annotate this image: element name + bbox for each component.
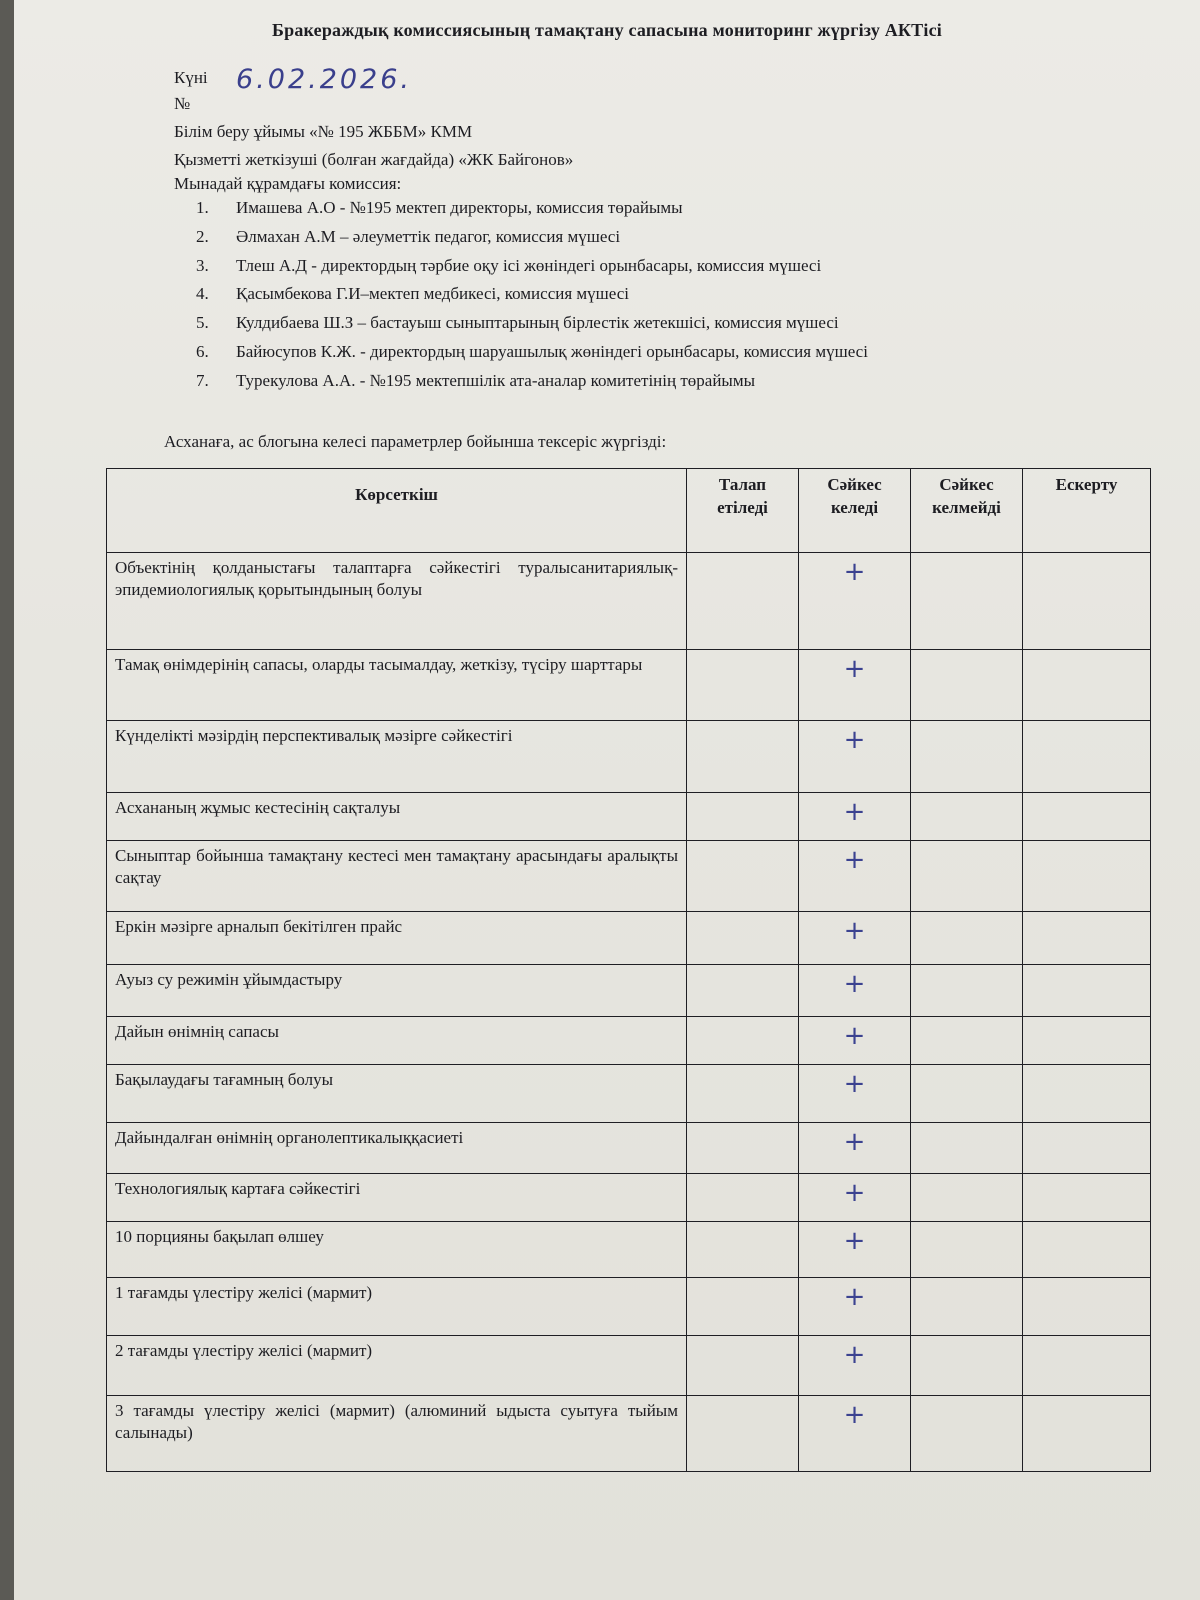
intro-text: Асханаға, ас блогына келесі параметрлер бойынша тексеріс жүргізді: [164, 432, 667, 451]
composition-label: Мынадай құрамдағы комиссия: [174, 174, 402, 193]
header-indicator: Көрсеткіш [107, 469, 687, 553]
check-mark: + [799, 793, 911, 841]
date-label: Күні [174, 68, 208, 87]
check-mark: + [799, 553, 911, 650]
table-header-row [107, 469, 1151, 553]
date-value: 6.02.2026. [236, 64, 412, 95]
table-row: 1 тағамды үлестіру желісі (мармит) + [107, 1278, 1151, 1336]
table-row: Еркін мәзірге арналып бекітілген прайс + [107, 912, 1151, 965]
header-note: Ескерту [1023, 469, 1151, 553]
document-title: Бракераждық комиссиясының тамақтану сапасына мониторинг жүргізу АКТісі [272, 20, 942, 40]
table-row: Объектінің қолданыстағы талаптарға сәйкестігі туралысанитариялық-эпидемиологиялық қорытындының болуы + [107, 553, 1151, 650]
table-row: Асхананың жұмыс кестесінің сақталуы + [107, 793, 1151, 841]
list-item: 3. Тлеш А.Д - директордың тәрбие оқу ісі жөніндегі орынбасары, комиссия мүшесі [196, 255, 822, 275]
table-row: Дайындалған өнімнің органолептикалыққасиеті + [107, 1123, 1151, 1174]
check-mark: + [799, 721, 911, 793]
header-required: Талап етіледі [687, 469, 799, 553]
table-row: Ауыз су режимін ұйымдастыру + [107, 965, 1151, 1017]
inspection-table [106, 468, 1151, 1472]
check-mark: + [799, 1065, 911, 1123]
table-row: 2 тағамды үлестіру желісі (мармит) + [107, 1336, 1151, 1396]
commission-member-list [196, 194, 868, 396]
check-mark: + [799, 1278, 911, 1336]
check-mark: + [799, 1174, 911, 1222]
table-row: Технологиялық картаға сәйкестігі + [107, 1174, 1151, 1222]
check-mark: + [799, 1222, 911, 1278]
check-mark: + [799, 965, 911, 1017]
header-noncompliant: Сәйкес келмейді [911, 469, 1023, 553]
supplier-line: Қызметті жеткізуші (болған жағдайда) «ЖК Байгонов» [174, 150, 574, 169]
check-mark: + [799, 912, 911, 965]
list-item: 4. Қасымбекова Г.И–мектеп медбикесі, комиссия мүшесі [196, 284, 629, 304]
list-item: 2. Әлмахан А.М – әлеуметтік педагог, комиссия мүшесі [196, 226, 621, 246]
organization-line: Білім беру ұйымы «№ 195 ЖББМ» КММ [174, 122, 473, 141]
list-item: 7. Турекулова А.А. - №195 мектепшілік ата-аналар комитетінің төрайымы [196, 370, 756, 390]
number-label: № [174, 94, 191, 113]
list-item: 6. Байюсупов К.Ж. - директордың шаруашылық жөніндегі орынбасары, комиссия мүшесі [196, 341, 868, 361]
check-mark: + [799, 1396, 911, 1472]
check-mark: + [799, 841, 911, 912]
check-mark: + [799, 1336, 911, 1396]
list-item: 5. Кулдибаева Ш.З – бастауыш сыныптарының бірлестік жетекшісі, комиссия мүшесі [196, 313, 839, 333]
table-row: Бақылаудағы тағамның болуы + [107, 1065, 1151, 1123]
table-row: 3 тағамды үлестіру желісі (мармит) (алюминий ыдыста суытуға тыйым салынады) + [107, 1396, 1151, 1472]
document-sheet [14, 0, 1200, 1600]
table-row: Күнделікті мәзірдің перспективалық мәзірге сәйкестігі + [107, 721, 1151, 793]
header-compliant: Сәйкес келеді [799, 469, 911, 553]
check-mark: + [799, 1017, 911, 1065]
list-item: 1. Имашева А.О - №195 мектеп директоры, комиссия төрайымы [196, 198, 683, 217]
table-row: Сыныптар бойынша тамақтану кестесі мен тамақтану арасындағы аралықты сақтау + [107, 841, 1151, 912]
check-mark: + [799, 650, 911, 721]
table-row: 10 порцияны бақылап өлшеу + [107, 1222, 1151, 1278]
table-row: Дайын өнімнің сапасы + [107, 1017, 1151, 1065]
table-row: Тамақ өнімдерінің сапасы, оларды тасымалдау, жеткізу, түсіру шарттары + [107, 650, 1151, 721]
check-mark: + [799, 1123, 911, 1174]
